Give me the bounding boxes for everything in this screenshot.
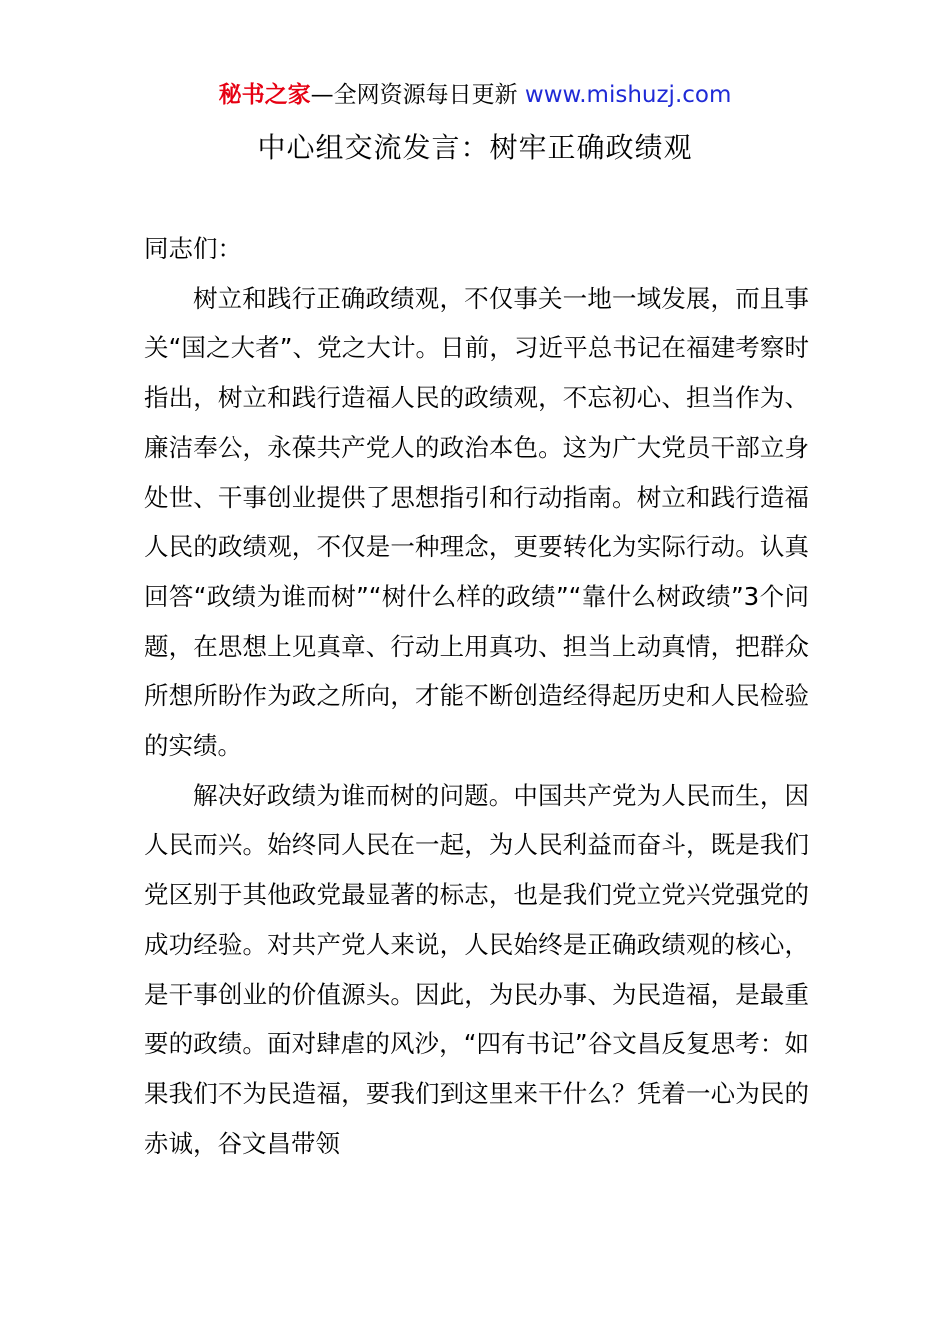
body-paragraph-2: 解决好政绩为谁而树的问题。中国共产党为人民而生，因人民而兴。始终同人民在一起，为人民利益而奋斗，既是我们党区别于其他政党最显著的标志，也是我们党立党兴党强党的成功经验。对共产党人来说，人民始终是正确政绩观的核心，是干事创业的价值源头。因此，为民办事、为民造福，是最重要的政绩。面对肆虐的风沙，“四有书记”谷文昌反复思考：如果我们不为民造福，要我们到这里来干什么？凭着一心为民的赤诚，谷文昌带领 [144, 780, 809, 1158]
body-paragraph-1: 树立和践行正确政绩观，不仅事关一地一域发展，而且事关“国之大者”、党之大计。日前，习近平总书记在福建考察时指出，树立和践行造福人民的政绩观，不忘初心、担当作为、廉洁奉公，永葆共产党人的政治本色。这为广大党员干部立身处世、干事创业提供了思想指引和行动指南。树立和践行造福人民的政绩观，不仅是一种理念，更要转化为实际行动。认真回答“政绩为谁而树”“树什么样的政绩”“靠什么树政绩”3个问题，在思想上见真章、行动上用真功、担当上动真情，把群众所想所盼作为政之所向，才能不断创造经得起历史和人民检验的实绩。 [144, 283, 809, 761]
document-title: 中心组交流发言：树牢正确政绩观 [257, 131, 693, 164]
site-brand: 秘书之家 [218, 82, 311, 108]
site-tagline: —全网资源每日更新 [310, 82, 525, 108]
salutation: 同志们： [144, 234, 242, 263]
document-body [144, 224, 809, 1168]
site-url-link[interactable]: www.mishuzj.com [524, 82, 732, 108]
site-header [0, 78, 950, 112]
